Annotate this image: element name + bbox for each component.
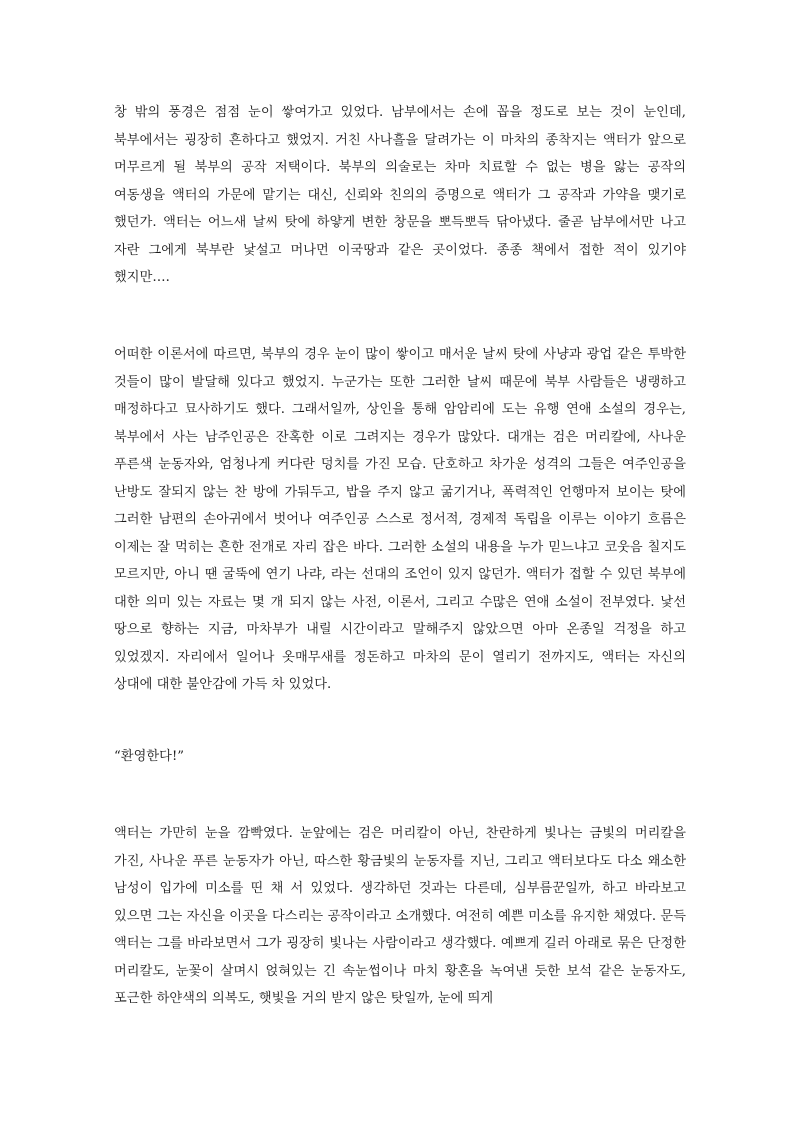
paragraph-window-scenery: 창 밖의 풍경은 점점 눈이 쌓여가고 있었다. 남부에서는 손에 꼽을 정도로 보는 것이 눈인데, 북부에서는 굉장히 흔하다고 했었지. 거친 사나흘을 달려가는 이 마차의 종착지는 액터가 앞으로 머무르게 될 북부의 공작 저택이다. 북부의 의술로는 차마 치료할 수 없는 병을 앓는 공작의 여동생을 액터의 가문에 맡기는 대신, 신뢰와 친의의 증명으로 액터가 그 공작과 가약을 맺기로 했던가. 액터는 어느새 날씨 탓에 하얗게 변한 창문을 뽀득뽀득 닦아냈다. 줄곧 남부에서만 나고 자란 그에게 북부란 낯설고 머나먼 이국땅과 같은 곳이었다. 종종 책에서 접한 적이 있기야 했지만…. [114, 105, 686, 285]
paragraph-northern-theories: 어떠한 이론서에 따르면, 북부의 경우 눈이 많이 쌓이고 매서운 날씨 탓에 사냥과 광업 같은 투박한 것들이 많이 발달해 있다고 했었지. 누군가는 또한 그러한 날씨 때문에 북부 사람들은 냉랭하고 매정하다고 묘사하기도 했다. 그래서일까, 상인을 통해 암암리에 도는 유행 연애 소설의 경우는, 북부에서 사는 남주인공은 잔혹한 이로 그려지는 경우가 많았다. 대개는 검은 머리칼에, 사나운 푸른색 눈동자와, 엄청나게 커다란 덩치를 가진 모습. 단호하고 차가운 성격의 그들은 여주인공을 난방도 잘되지 않는 찬 방에 가둬두고, 밥을 주지 않고 굶기거나, 폭력적인 언행마저 보이는 탓에 그러한 남편의 손아귀에서 벗어나 여주인공 스스로 정서적, 경제적 독립을 이루는 이야기 흐름은 이제는 잘 먹히는 흔한 전개로 자리 잡은 바다. 그러한 소설의 내용을 누가 믿느냐고 코웃음 칠지도 모르지만, 아니 땐 굴뚝에 연기 나랴, 라는 선대의 조언이 있지 않던가. 액터가 접할 수 있던 북부에 대한 의미 있는 자료는 몇 개 되지 않는 사전, 이론서, 그리고 수많은 연애 소설이 전부였다. 낯선 땅으로 향하는 지금, 마차부가 내릴 시간이라고 말해주지 않았으면 아마 온종일 걱정을 하고 있었겠지. 자리에서 일어나 옷매무새를 정돈하고 마차의 문이 열리기 전까지도, 액터는 자신의 상대에 대한 불안감에 가득 차 있었다. [114, 347, 686, 692]
paragraph-meeting-duke: 액터는 가만히 눈을 깜빡였다. 눈앞에는 검은 머리칼이 아닌, 찬란하게 빛나는 금빛의 머리칼을 가진, 사나운 푸른 눈동자가 아닌, 따스한 황금빛의 눈동자를 지닌, 그리고 액터보다도 다소 왜소한 남성이 입가에 미소를 띤 채 서 있었다. 생각하던 것과는 다른데, 심부름꾼일까, 하고 바라보고 있으면 그는 자신을 이곳을 다스리는 공작이라고 소개했다. 여전히 예쁜 미소를 유지한 채였다. 문득 액터는 그를 바라보면서 그가 굉장히 빛나는 사람이라고 생각했다. 예쁘게 길러 아래로 묶은 단정한 머리칼도, 눈꽃이 살며시 얹혀있는 긴 속눈썹이나 마치 황혼을 녹여낸 듯한 보석 같은 눈동자도, 포근한 하얀색의 의복도, 햇빛을 거의 받지 않은 탓일까, 눈에 띄게 [114, 826, 686, 1006]
paragraph-welcome-dialogue: “환영한다!” [114, 749, 185, 764]
